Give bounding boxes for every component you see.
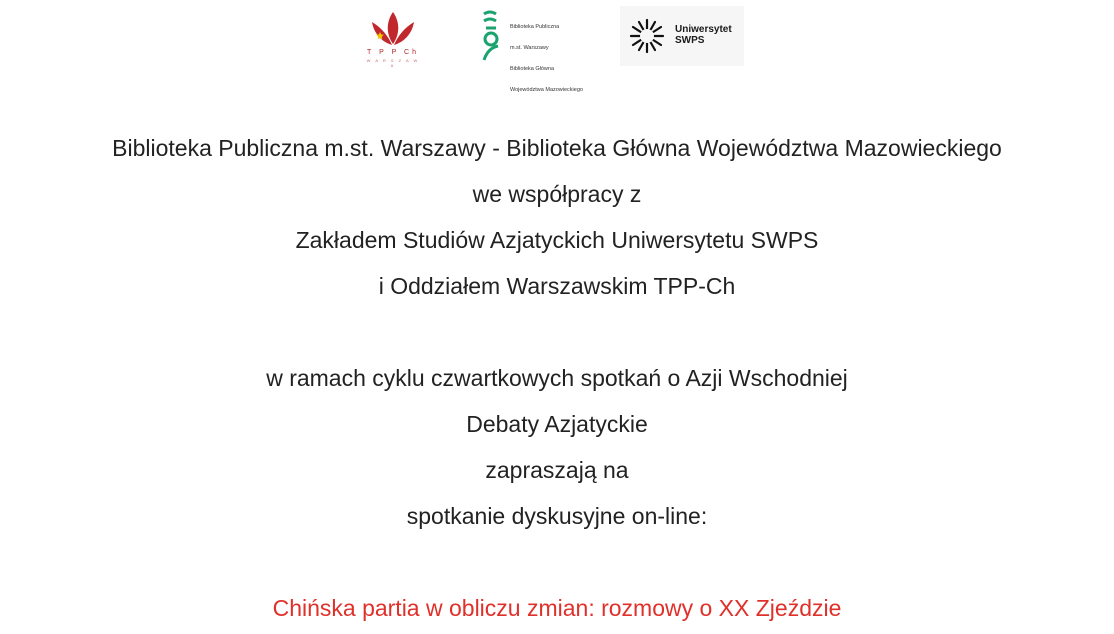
partner-swps-text: Zakładem Studiów Azjatyckich Uniwersytetu SWPS — [295, 227, 819, 253]
library-logo-text — [510, 10, 583, 108]
swps-line1: Uniwersytet — [675, 24, 732, 35]
swps-line2: SWPS — [675, 35, 705, 46]
swps-radial-icon — [628, 18, 666, 54]
tppch-caption: T P P Ch — [366, 49, 420, 56]
event-title: Chińska partia w obliczu zmian: rozmowy o XX Zjeździe — [272, 595, 842, 621]
announcement-body — [0, 128, 1114, 634]
library-logo-line: Biblioteka Główna — [510, 66, 555, 72]
series-name-text: Debaty Azjatyckie — [466, 411, 648, 437]
library-logo — [478, 8, 608, 93]
tppch-subcaption: W A R S Z A W A — [366, 58, 420, 68]
library-logo-line: Województwa Mazowieckiego — [510, 87, 583, 93]
spacer — [0, 542, 1114, 588]
organizer-text: Biblioteka Publiczna m.st. Warszawy - Biblioteka Główna Województwa Mazowieckiego — [112, 135, 1002, 161]
cooperation-text: we współpracy z — [472, 181, 642, 207]
invite-text: zapraszają na — [485, 457, 629, 483]
meeting-type-text: spotkanie dyskusyjne on-line: — [406, 503, 708, 529]
swps-logo-text — [675, 24, 732, 46]
library-logo-line: m.st. Warszawy — [510, 45, 549, 51]
spacer — [0, 312, 1114, 358]
logo-bar — [0, 6, 1114, 93]
swps-logo — [620, 6, 744, 66]
lotus-flower-icon — [366, 8, 420, 50]
library-logo-line: Biblioteka Publiczna — [510, 24, 560, 30]
tppch-logo — [366, 8, 420, 66]
series-intro-text: w ramach cyklu czwartkowych spotkań o Azji Wschodniej — [266, 365, 848, 391]
partner-tppch-text: i Oddziałem Warszawskim TPP-Ch — [378, 273, 736, 299]
library-icon — [478, 8, 504, 64]
